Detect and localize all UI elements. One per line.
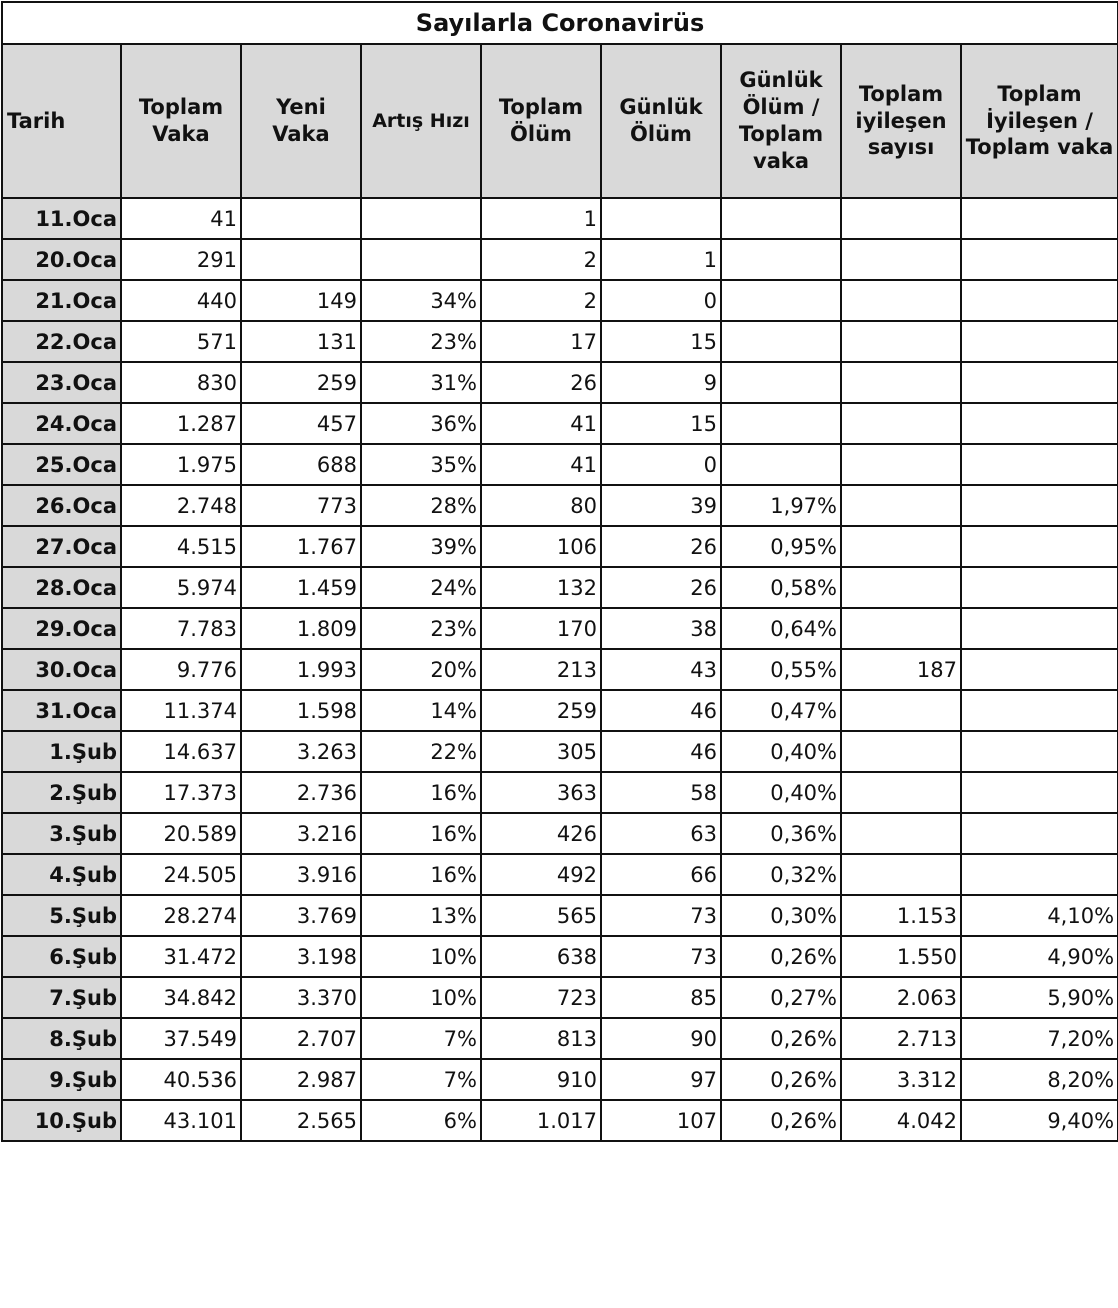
toplam-olum-cell[interactable]: 106 (481, 526, 601, 567)
iyilesen-oran-cell[interactable] (961, 649, 1118, 690)
iyilesen-oran-cell[interactable] (961, 444, 1118, 485)
yeni-vaka-cell[interactable]: 3.769 (241, 895, 361, 936)
iyilesen-oran-cell[interactable] (961, 813, 1118, 854)
yeni-vaka-cell[interactable]: 3.916 (241, 854, 361, 895)
yeni-vaka-cell[interactable]: 1.809 (241, 608, 361, 649)
artis-hizi-cell[interactable]: 7% (361, 1018, 481, 1059)
toplam-vaka-cell[interactable]: 24.505 (121, 854, 241, 895)
toplam-olum-cell[interactable]: 1 (481, 198, 601, 239)
iyilesen-oran-cell[interactable] (961, 280, 1118, 321)
toplam-olum-cell[interactable]: 565 (481, 895, 601, 936)
toplam-iyilesen-cell[interactable] (841, 854, 961, 895)
date-cell[interactable]: 4.Şub (2, 854, 121, 895)
gunluk-olum-cell[interactable]: 0 (601, 444, 721, 485)
toplam-olum-cell[interactable]: 80 (481, 485, 601, 526)
iyilesen-oran-cell[interactable] (961, 854, 1118, 895)
toplam-iyilesen-cell[interactable] (841, 280, 961, 321)
toplam-iyilesen-cell[interactable]: 3.312 (841, 1059, 961, 1100)
date-cell[interactable]: 20.Oca (2, 239, 121, 280)
gunluk-olum-oran-cell[interactable] (721, 444, 841, 485)
iyilesen-oran-cell[interactable]: 5,90% (961, 977, 1118, 1018)
gunluk-olum-cell[interactable]: 0 (601, 280, 721, 321)
toplam-vaka-cell[interactable]: 4.515 (121, 526, 241, 567)
toplam-olum-cell[interactable]: 910 (481, 1059, 601, 1100)
gunluk-olum-oran-cell[interactable]: 0,32% (721, 854, 841, 895)
gunluk-olum-cell[interactable]: 26 (601, 526, 721, 567)
artis-hizi-cell[interactable]: 39% (361, 526, 481, 567)
toplam-olum-cell[interactable]: 813 (481, 1018, 601, 1059)
iyilesen-oran-cell[interactable]: 9,40% (961, 1100, 1118, 1141)
toplam-iyilesen-cell[interactable] (841, 485, 961, 526)
gunluk-olum-cell[interactable]: 39 (601, 485, 721, 526)
iyilesen-oran-cell[interactable] (961, 362, 1118, 403)
toplam-iyilesen-cell[interactable] (841, 321, 961, 362)
toplam-iyilesen-cell[interactable]: 1.153 (841, 895, 961, 936)
artis-hizi-cell[interactable]: 36% (361, 403, 481, 444)
artis-hizi-cell[interactable]: 16% (361, 813, 481, 854)
artis-hizi-cell[interactable] (361, 198, 481, 239)
date-cell[interactable]: 30.Oca (2, 649, 121, 690)
gunluk-olum-cell[interactable]: 1 (601, 239, 721, 280)
artis-hizi-cell[interactable]: 20% (361, 649, 481, 690)
gunluk-olum-cell[interactable]: 66 (601, 854, 721, 895)
gunluk-olum-oran-cell[interactable]: 0,27% (721, 977, 841, 1018)
column-header-artis-hizi[interactable]: Artış Hızı (361, 44, 481, 198)
toplam-olum-cell[interactable]: 363 (481, 772, 601, 813)
toplam-vaka-cell[interactable]: 571 (121, 321, 241, 362)
yeni-vaka-cell[interactable]: 2.987 (241, 1059, 361, 1100)
artis-hizi-cell[interactable]: 35% (361, 444, 481, 485)
table-row (2, 321, 1118, 362)
toplam-vaka-cell[interactable]: 20.589 (121, 813, 241, 854)
toplam-olum-cell[interactable]: 213 (481, 649, 601, 690)
toplam-iyilesen-cell[interactable] (841, 403, 961, 444)
table-row (2, 403, 1118, 444)
date-cell[interactable]: 10.Şub (2, 1100, 121, 1141)
gunluk-olum-cell[interactable]: 90 (601, 1018, 721, 1059)
toplam-olum-cell[interactable]: 41 (481, 444, 601, 485)
gunluk-olum-oran-cell[interactable]: 0,26% (721, 936, 841, 977)
toplam-vaka-cell[interactable]: 31.472 (121, 936, 241, 977)
toplam-iyilesen-cell[interactable] (841, 731, 961, 772)
gunluk-olum-oran-cell[interactable] (721, 239, 841, 280)
yeni-vaka-cell[interactable]: 1.459 (241, 567, 361, 608)
toplam-olum-cell[interactable]: 26 (481, 362, 601, 403)
gunluk-olum-cell[interactable]: 85 (601, 977, 721, 1018)
artis-hizi-cell[interactable]: 10% (361, 977, 481, 1018)
gunluk-olum-oran-cell[interactable]: 0,26% (721, 1059, 841, 1100)
toplam-vaka-cell[interactable]: 40.536 (121, 1059, 241, 1100)
toplam-vaka-cell[interactable]: 830 (121, 362, 241, 403)
toplam-vaka-cell[interactable]: 14.637 (121, 731, 241, 772)
column-header-gunluk-olum-oran[interactable]: Günlük Ölüm / Toplam vaka (721, 44, 841, 198)
date-cell[interactable]: 3.Şub (2, 813, 121, 854)
iyilesen-oran-cell[interactable] (961, 321, 1118, 362)
toplam-iyilesen-cell[interactable] (841, 526, 961, 567)
toplam-vaka-cell[interactable]: 7.783 (121, 608, 241, 649)
artis-hizi-cell[interactable]: 28% (361, 485, 481, 526)
yeni-vaka-cell[interactable]: 1.598 (241, 690, 361, 731)
date-cell[interactable]: 28.Oca (2, 567, 121, 608)
date-cell[interactable]: 21.Oca (2, 280, 121, 321)
table-row (2, 567, 1118, 608)
iyilesen-oran-cell[interactable]: 8,20% (961, 1059, 1118, 1100)
gunluk-olum-oran-cell[interactable]: 0,30% (721, 895, 841, 936)
toplam-olum-cell[interactable]: 17 (481, 321, 601, 362)
gunluk-olum-oran-cell[interactable]: 0,40% (721, 772, 841, 813)
toplam-olum-cell[interactable]: 2 (481, 280, 601, 321)
table-row (2, 854, 1118, 895)
toplam-vaka-cell[interactable]: 43.101 (121, 1100, 241, 1141)
yeni-vaka-cell[interactable]: 3.370 (241, 977, 361, 1018)
table-row (2, 362, 1118, 403)
artis-hizi-cell[interactable]: 16% (361, 772, 481, 813)
gunluk-olum-oran-cell[interactable]: 0,26% (721, 1018, 841, 1059)
toplam-iyilesen-cell[interactable]: 187 (841, 649, 961, 690)
iyilesen-oran-cell[interactable]: 7,20% (961, 1018, 1118, 1059)
iyilesen-oran-cell[interactable] (961, 690, 1118, 731)
toplam-iyilesen-cell[interactable] (841, 362, 961, 403)
table-row (2, 649, 1118, 690)
yeni-vaka-cell[interactable]: 259 (241, 362, 361, 403)
toplam-vaka-cell[interactable]: 28.274 (121, 895, 241, 936)
column-header-toplam-iyilesen[interactable]: Toplam iyileşen sayısı (841, 44, 961, 198)
toplam-olum-cell[interactable]: 132 (481, 567, 601, 608)
gunluk-olum-oran-cell[interactable]: 0,36% (721, 813, 841, 854)
toplam-vaka-cell[interactable]: 11.374 (121, 690, 241, 731)
gunluk-olum-oran-cell[interactable] (721, 280, 841, 321)
date-cell[interactable]: 5.Şub (2, 895, 121, 936)
table-row (2, 198, 1118, 239)
artis-hizi-cell[interactable]: 13% (361, 895, 481, 936)
iyilesen-oran-cell[interactable] (961, 485, 1118, 526)
toplam-olum-cell[interactable]: 41 (481, 403, 601, 444)
toplam-iyilesen-cell[interactable] (841, 813, 961, 854)
toplam-olum-cell[interactable]: 2 (481, 239, 601, 280)
yeni-vaka-cell[interactable] (241, 239, 361, 280)
gunluk-olum-oran-cell[interactable]: 0,64% (721, 608, 841, 649)
toplam-olum-cell[interactable]: 305 (481, 731, 601, 772)
toplam-olum-cell[interactable]: 638 (481, 936, 601, 977)
gunluk-olum-cell[interactable]: 46 (601, 690, 721, 731)
date-cell[interactable]: 1.Şub (2, 731, 121, 772)
table-body (2, 198, 1118, 1141)
iyilesen-oran-cell[interactable] (961, 526, 1118, 567)
toplam-olum-cell[interactable]: 1.017 (481, 1100, 601, 1141)
toplam-vaka-cell[interactable]: 41 (121, 198, 241, 239)
date-cell[interactable]: 8.Şub (2, 1018, 121, 1059)
yeni-vaka-cell[interactable]: 1.767 (241, 526, 361, 567)
gunluk-olum-cell[interactable]: 38 (601, 608, 721, 649)
gunluk-olum-cell[interactable]: 107 (601, 1100, 721, 1141)
toplam-iyilesen-cell[interactable] (841, 198, 961, 239)
toplam-olum-cell[interactable]: 426 (481, 813, 601, 854)
table-row (2, 936, 1118, 977)
gunluk-olum-oran-cell[interactable]: 0,26% (721, 1100, 841, 1141)
gunluk-olum-oran-cell[interactable]: 0,58% (721, 567, 841, 608)
gunluk-olum-cell[interactable]: 26 (601, 567, 721, 608)
yeni-vaka-cell[interactable]: 131 (241, 321, 361, 362)
artis-hizi-cell[interactable] (361, 239, 481, 280)
gunluk-olum-oran-cell[interactable]: 1,97% (721, 485, 841, 526)
yeni-vaka-cell[interactable]: 2.707 (241, 1018, 361, 1059)
toplam-vaka-cell[interactable]: 5.974 (121, 567, 241, 608)
header-row (2, 44, 1118, 198)
gunluk-olum-cell[interactable]: 9 (601, 362, 721, 403)
toplam-iyilesen-cell[interactable]: 4.042 (841, 1100, 961, 1141)
date-cell[interactable]: 23.Oca (2, 362, 121, 403)
iyilesen-oran-cell[interactable] (961, 239, 1118, 280)
table-row (2, 444, 1118, 485)
toplam-vaka-cell[interactable]: 440 (121, 280, 241, 321)
table-row (2, 1059, 1118, 1100)
toplam-vaka-cell[interactable]: 1.287 (121, 403, 241, 444)
yeni-vaka-cell[interactable]: 3.198 (241, 936, 361, 977)
gunluk-olum-cell[interactable]: 15 (601, 403, 721, 444)
gunluk-olum-cell[interactable]: 46 (601, 731, 721, 772)
gunluk-olum-cell[interactable]: 97 (601, 1059, 721, 1100)
iyilesen-oran-cell[interactable]: 4,90% (961, 936, 1118, 977)
artis-hizi-cell[interactable]: 7% (361, 1059, 481, 1100)
toplam-iyilesen-cell[interactable] (841, 444, 961, 485)
table-row (2, 1018, 1118, 1059)
gunluk-olum-cell[interactable]: 63 (601, 813, 721, 854)
date-cell[interactable]: 2.Şub (2, 772, 121, 813)
artis-hizi-cell[interactable]: 16% (361, 854, 481, 895)
date-cell[interactable]: 27.Oca (2, 526, 121, 567)
artis-hizi-cell[interactable]: 34% (361, 280, 481, 321)
gunluk-olum-cell[interactable]: 58 (601, 772, 721, 813)
toplam-iyilesen-cell[interactable] (841, 608, 961, 649)
date-cell[interactable]: 9.Şub (2, 1059, 121, 1100)
date-cell[interactable]: 31.Oca (2, 690, 121, 731)
column-header-tarih[interactable]: Tarih (2, 44, 121, 198)
yeni-vaka-cell[interactable]: 688 (241, 444, 361, 485)
toplam-olum-cell[interactable]: 259 (481, 690, 601, 731)
table-row (2, 239, 1118, 280)
yeni-vaka-cell[interactable]: 1.993 (241, 649, 361, 690)
toplam-vaka-cell[interactable]: 2.748 (121, 485, 241, 526)
artis-hizi-cell[interactable]: 31% (361, 362, 481, 403)
gunluk-olum-oran-cell[interactable]: 0,40% (721, 731, 841, 772)
table-row (2, 731, 1118, 772)
iyilesen-oran-cell[interactable] (961, 198, 1118, 239)
iyilesen-oran-cell[interactable]: 4,10% (961, 895, 1118, 936)
toplam-iyilesen-cell[interactable]: 2.713 (841, 1018, 961, 1059)
toplam-vaka-cell[interactable]: 34.842 (121, 977, 241, 1018)
table-row (2, 1100, 1118, 1141)
yeni-vaka-cell[interactable] (241, 198, 361, 239)
toplam-vaka-cell[interactable]: 9.776 (121, 649, 241, 690)
date-cell[interactable]: 25.Oca (2, 444, 121, 485)
toplam-iyilesen-cell[interactable] (841, 772, 961, 813)
title-row (2, 2, 1118, 44)
date-cell[interactable]: 7.Şub (2, 977, 121, 1018)
gunluk-olum-oran-cell[interactable]: 0,95% (721, 526, 841, 567)
table-row (2, 895, 1118, 936)
artis-hizi-cell[interactable]: 22% (361, 731, 481, 772)
toplam-iyilesen-cell[interactable]: 2.063 (841, 977, 961, 1018)
yeni-vaka-cell[interactable]: 2.565 (241, 1100, 361, 1141)
gunluk-olum-cell[interactable]: 43 (601, 649, 721, 690)
table-row (2, 772, 1118, 813)
table-row (2, 280, 1118, 321)
date-cell[interactable]: 29.Oca (2, 608, 121, 649)
gunluk-olum-oran-cell[interactable] (721, 321, 841, 362)
iyilesen-oran-cell[interactable] (961, 403, 1118, 444)
gunluk-olum-cell[interactable] (601, 198, 721, 239)
column-header-toplam-olum[interactable]: Toplam Ölüm (481, 44, 601, 198)
table-row (2, 526, 1118, 567)
gunluk-olum-oran-cell[interactable]: 0,55% (721, 649, 841, 690)
column-header-gunluk-olum[interactable]: Günlük Ölüm (601, 44, 721, 198)
toplam-iyilesen-cell[interactable]: 1.550 (841, 936, 961, 977)
iyilesen-oran-cell[interactable] (961, 608, 1118, 649)
toplam-vaka-cell[interactable]: 37.549 (121, 1018, 241, 1059)
yeni-vaka-cell[interactable]: 2.736 (241, 772, 361, 813)
toplam-olum-cell[interactable]: 170 (481, 608, 601, 649)
column-header-yeni-vaka[interactable]: Yeni Vaka (241, 44, 361, 198)
yeni-vaka-cell[interactable]: 457 (241, 403, 361, 444)
table-title[interactable]: Sayılarla Coronavirüs (2, 2, 1118, 44)
date-cell[interactable]: 26.Oca (2, 485, 121, 526)
column-header-toplam-vaka[interactable]: Toplam Vaka (121, 44, 241, 198)
table-row (2, 485, 1118, 526)
toplam-olum-cell[interactable]: 723 (481, 977, 601, 1018)
toplam-iyilesen-cell[interactable] (841, 239, 961, 280)
toplam-iyilesen-cell[interactable] (841, 690, 961, 731)
gunluk-olum-oran-cell[interactable] (721, 403, 841, 444)
iyilesen-oran-cell[interactable] (961, 731, 1118, 772)
iyilesen-oran-cell[interactable] (961, 567, 1118, 608)
artis-hizi-cell[interactable]: 10% (361, 936, 481, 977)
table-row (2, 608, 1118, 649)
gunluk-olum-oran-cell[interactable] (721, 362, 841, 403)
toplam-iyilesen-cell[interactable] (841, 567, 961, 608)
artis-hizi-cell[interactable]: 23% (361, 321, 481, 362)
date-cell[interactable]: 24.Oca (2, 403, 121, 444)
yeni-vaka-cell[interactable]: 3.263 (241, 731, 361, 772)
toplam-olum-cell[interactable]: 492 (481, 854, 601, 895)
toplam-vaka-cell[interactable]: 291 (121, 239, 241, 280)
gunluk-olum-oran-cell[interactable] (721, 198, 841, 239)
artis-hizi-cell[interactable]: 24% (361, 567, 481, 608)
iyilesen-oran-cell[interactable] (961, 772, 1118, 813)
artis-hizi-cell[interactable]: 6% (361, 1100, 481, 1141)
gunluk-olum-cell[interactable]: 73 (601, 936, 721, 977)
yeni-vaka-cell[interactable]: 773 (241, 485, 361, 526)
gunluk-olum-cell[interactable]: 73 (601, 895, 721, 936)
table-row (2, 690, 1118, 731)
column-header-iyilesen-oran[interactable]: Toplam İyileşen / Toplam vaka (961, 44, 1118, 198)
table-row (2, 813, 1118, 854)
artis-hizi-cell[interactable]: 23% (361, 608, 481, 649)
yeni-vaka-cell[interactable]: 3.216 (241, 813, 361, 854)
yeni-vaka-cell[interactable]: 149 (241, 280, 361, 321)
artis-hizi-cell[interactable]: 14% (361, 690, 481, 731)
date-cell[interactable]: 6.Şub (2, 936, 121, 977)
toplam-vaka-cell[interactable]: 17.373 (121, 772, 241, 813)
coronavirus-stats-table (1, 1, 1118, 1142)
gunluk-olum-cell[interactable]: 15 (601, 321, 721, 362)
toplam-vaka-cell[interactable]: 1.975 (121, 444, 241, 485)
gunluk-olum-oran-cell[interactable]: 0,47% (721, 690, 841, 731)
date-cell[interactable]: 11.Oca (2, 198, 121, 239)
table-row (2, 977, 1118, 1018)
date-cell[interactable]: 22.Oca (2, 321, 121, 362)
